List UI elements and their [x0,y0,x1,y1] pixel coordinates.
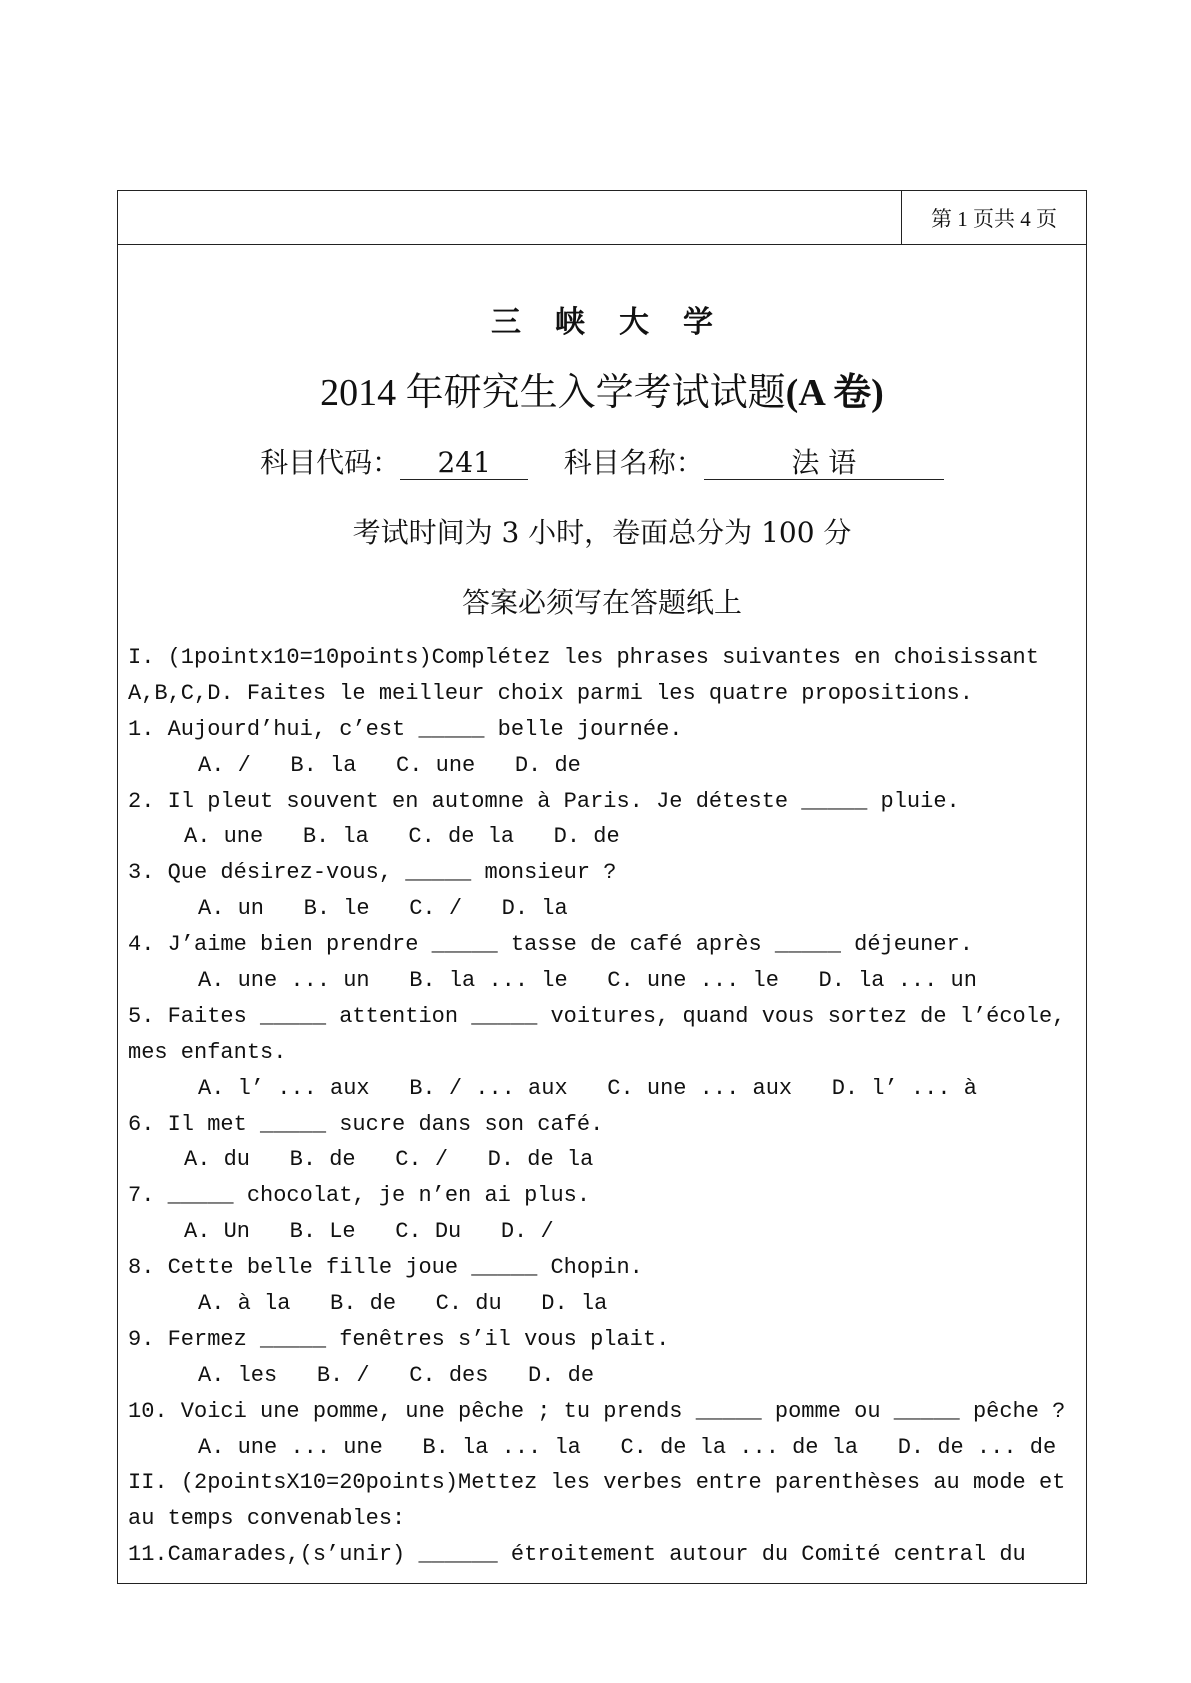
university-name: 三峡大学 [491,305,747,340]
exam-page-frame [117,190,1087,1584]
subject-code-label: 科目代码： [260,446,401,479]
subject-line [118,441,1086,481]
exam-title-paper: (A 卷) [785,372,884,414]
options: A. une ... une B. la ... la C. de la ... de la D. de ... de [198,1434,1057,1460]
options: A. Un B. Le C. Du D. / [184,1219,554,1245]
question: 5. Faites _____ attention _____ voitures, quand vous sortez de l’école, [128,1003,1066,1029]
subject-code: 241 [400,448,528,480]
options: A. une ... un B. la ... le C. une ... le D. la ... un [198,968,977,994]
page-count: 第 1 页共 4 页 [901,191,1086,244]
exam-title-main: 2014 年研究生入学考试试题 [320,372,786,414]
options: A. les B. / C. des D. de [198,1362,595,1388]
question: mes enfants. [128,1039,287,1065]
options: A. du B. de C. / D. de la [184,1147,594,1173]
options: A. une B. la C. de la D. de [184,824,620,850]
subject-name: 法 语 [704,448,944,480]
header-row [118,191,1086,245]
exam-title [118,361,1086,416]
question: 7. _____ chocolat, je n’en ai plus. [128,1183,591,1209]
question: 6. Il met _____ sucre dans son café. [128,1111,604,1137]
question: 9. Fermez _____ fenêtres s’il vous plait. [128,1326,670,1352]
section-instruction: au temps convenables: [128,1506,406,1532]
options: A. l’ ... aux B. / ... aux C. une ... aux D. l’ ... à [198,1075,977,1101]
question: 4. J’aime bien prendre _____ tasse de café après _____ déjeuner. [128,932,973,958]
exam-time: 考试时间为 3 小时，卷面总分为 100 分 [352,516,852,549]
question: 2. Il pleut souvent en automne à Paris. Je déteste _____ pluie. [128,788,960,814]
answer-note: 答案必须写在答题纸上 [461,586,742,619]
subject-name-label: 科目名称： [563,446,704,479]
question: 8. Cette belle fille joue _____ Chopin. [128,1255,643,1281]
options: A. à la B. de C. du D. la [198,1291,608,1317]
questions [128,640,1076,1573]
options: A. un B. le C. / D. la [198,896,568,922]
section-instruction: A,B,C,D. Faites le meilleur choix parmi les quatre propositions. [128,680,973,706]
question: 3. Que désirez-vous, _____ monsieur ? [128,860,617,886]
question: 1. Aujourd’hui, c’est _____ belle journée. [128,716,683,742]
options: A. / B. la C. une D. de [198,752,581,778]
question: 11.Camarades,(s’unir) ______ étroitement autour du Comité central du [128,1542,1026,1568]
section-instruction: II. (2pointsX10=20points)Mettez les verbes entre parenthèses au mode et [128,1470,1066,1496]
question: 10. Voici une pomme, une pêche ; tu prends _____ pomme ou _____ pêche ? [128,1398,1066,1424]
section-instruction: I. (1pointx10=10points)Complétez les phrases suivantes en choisissant [128,645,1039,670]
